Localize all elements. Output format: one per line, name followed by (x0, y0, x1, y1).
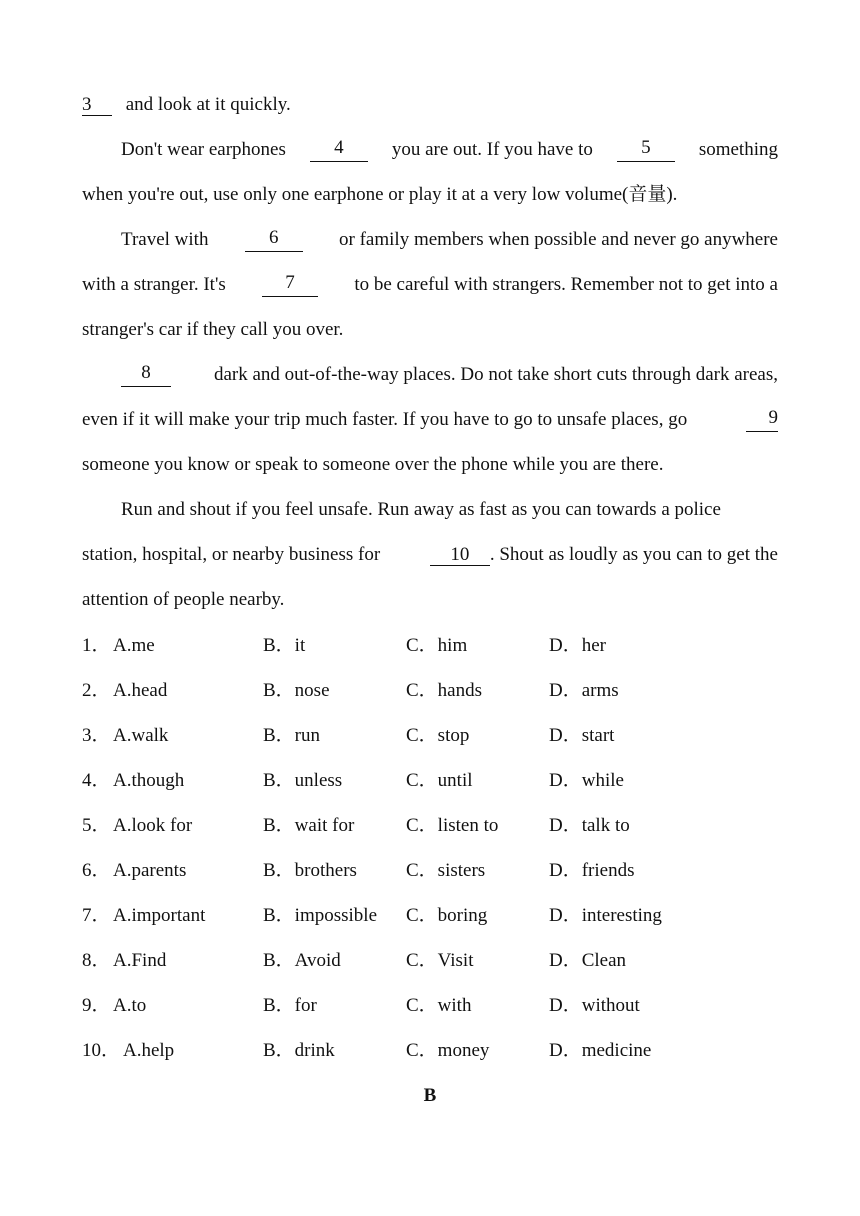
option-d: D．arms (549, 680, 619, 701)
passage-text: station, hospital, or nearby business for (82, 544, 381, 565)
passage-text: you are out. If you have to (391, 139, 593, 160)
blank-8: 8 (121, 363, 171, 387)
question-row (82, 859, 782, 883)
blank-7: 7 (262, 273, 318, 297)
passage-text: Travel with (121, 229, 209, 250)
option-a: A.head (113, 680, 168, 701)
option-c: C．money (406, 1040, 490, 1061)
option-d: D．without (549, 995, 640, 1016)
passage-text: something (698, 139, 778, 160)
question-row (82, 949, 782, 973)
option-a: A.parents (113, 860, 187, 881)
option-c: C．him (406, 635, 468, 656)
option-c: C．boring (406, 905, 488, 926)
section-heading: B (423, 1085, 437, 1106)
option-d: D．her (549, 635, 606, 656)
passage-text: Don't wear earphones (121, 139, 286, 160)
paragraph-earphones-line1 (121, 138, 778, 162)
option-a: A.to (113, 995, 147, 1016)
option-d: D．talk to (549, 815, 630, 836)
passage-text: Run and shout if you feel unsafe. Run away as fast as you can towards a police (121, 499, 721, 520)
paragraph-run-line2 (82, 543, 778, 567)
option-c: C．until (406, 770, 473, 791)
question-number: 2． (82, 680, 111, 701)
option-b: B．it (263, 635, 306, 656)
question-row (82, 679, 782, 703)
option-b: B．unless (263, 770, 343, 791)
question-number: 3． (82, 725, 111, 746)
question-row (82, 769, 782, 793)
paragraph-dark-line2 (82, 408, 778, 432)
question-row (82, 814, 782, 838)
question-row (82, 1039, 782, 1063)
option-b: B．impossible (263, 905, 378, 926)
option-c: C．sisters (406, 860, 486, 881)
question-number: 1． (82, 635, 111, 656)
passage-text: dark and out-of-the-way places. Do not take short cuts through dark areas, (213, 364, 778, 385)
option-a: A.important (113, 905, 206, 926)
question-row (82, 724, 782, 748)
option-d: D．interesting (549, 905, 662, 926)
question-number: 4． (82, 770, 111, 791)
question-row (82, 994, 782, 1018)
option-b: B．run (263, 725, 321, 746)
passage-text: to be careful with strangers. Remember not to get into a (354, 274, 778, 295)
question-number: 6． (82, 860, 111, 881)
option-c: C．hands (406, 680, 483, 701)
option-a: A.me (113, 635, 155, 656)
option-b: B．brothers (263, 860, 357, 881)
passage-line (82, 93, 291, 117)
option-b: B．nose (263, 680, 330, 701)
paragraph-earphones-line2: when you're out, use only one earphone or play it at a very low volume(音量). (82, 184, 678, 205)
passage-text: or family members when possible and never go anywhere (339, 229, 778, 250)
question-row (82, 634, 782, 658)
paragraph-travel-line1 (121, 228, 778, 252)
question-number: 8． (82, 950, 111, 971)
option-a: A.help (123, 1040, 175, 1061)
paragraph-run-line1 (121, 498, 778, 522)
paragraph-travel-line3: stranger's car if they call you over. (82, 319, 344, 340)
blank-3: 3 (82, 95, 112, 116)
passage-text: with a stranger. It's (82, 274, 226, 295)
option-b: B．for (263, 995, 317, 1016)
question-number: 5． (82, 815, 111, 836)
option-d: D．while (549, 770, 624, 791)
blank-6: 6 (245, 228, 303, 252)
passage-text: and look at it quickly. (125, 94, 291, 115)
paragraph-dark-line1 (121, 363, 778, 387)
option-b: B．wait for (263, 815, 355, 836)
blank-4: 4 (310, 138, 368, 162)
option-c: C．listen to (406, 815, 499, 836)
option-b: B．drink (263, 1040, 335, 1061)
option-a: A.look for (113, 815, 193, 836)
option-d: D．start (549, 725, 615, 746)
option-c: C．stop (406, 725, 470, 746)
option-d: D．friends (549, 860, 635, 881)
paragraph-dark-line3: someone you know or speak to someone over the phone while you are there. (82, 454, 664, 475)
question-number: 10． (82, 1040, 121, 1061)
question-row (82, 904, 782, 928)
option-a: A.walk (113, 725, 169, 746)
option-d: D．medicine (549, 1040, 652, 1061)
question-number: 9． (82, 995, 111, 1016)
option-c: C．with (406, 995, 472, 1016)
paragraph-run-line3: attention of people nearby. (82, 589, 285, 610)
option-c: C．Visit (406, 950, 474, 971)
paragraph-travel-line2 (82, 273, 778, 297)
question-number: 7． (82, 905, 111, 926)
option-b: B．Avoid (263, 950, 341, 971)
passage-text: . Shout as loudly as you can to get the (489, 544, 778, 565)
blank-9: 9 (746, 408, 778, 432)
option-a: A.though (113, 770, 185, 791)
option-a: A.Find (113, 950, 167, 971)
option-d: D．Clean (549, 950, 627, 971)
blank-10: 10 (430, 545, 490, 566)
blank-5: 5 (617, 138, 675, 162)
passage-text: even if it will make your trip much faster. If you have to go to unsafe places, go (82, 409, 688, 430)
